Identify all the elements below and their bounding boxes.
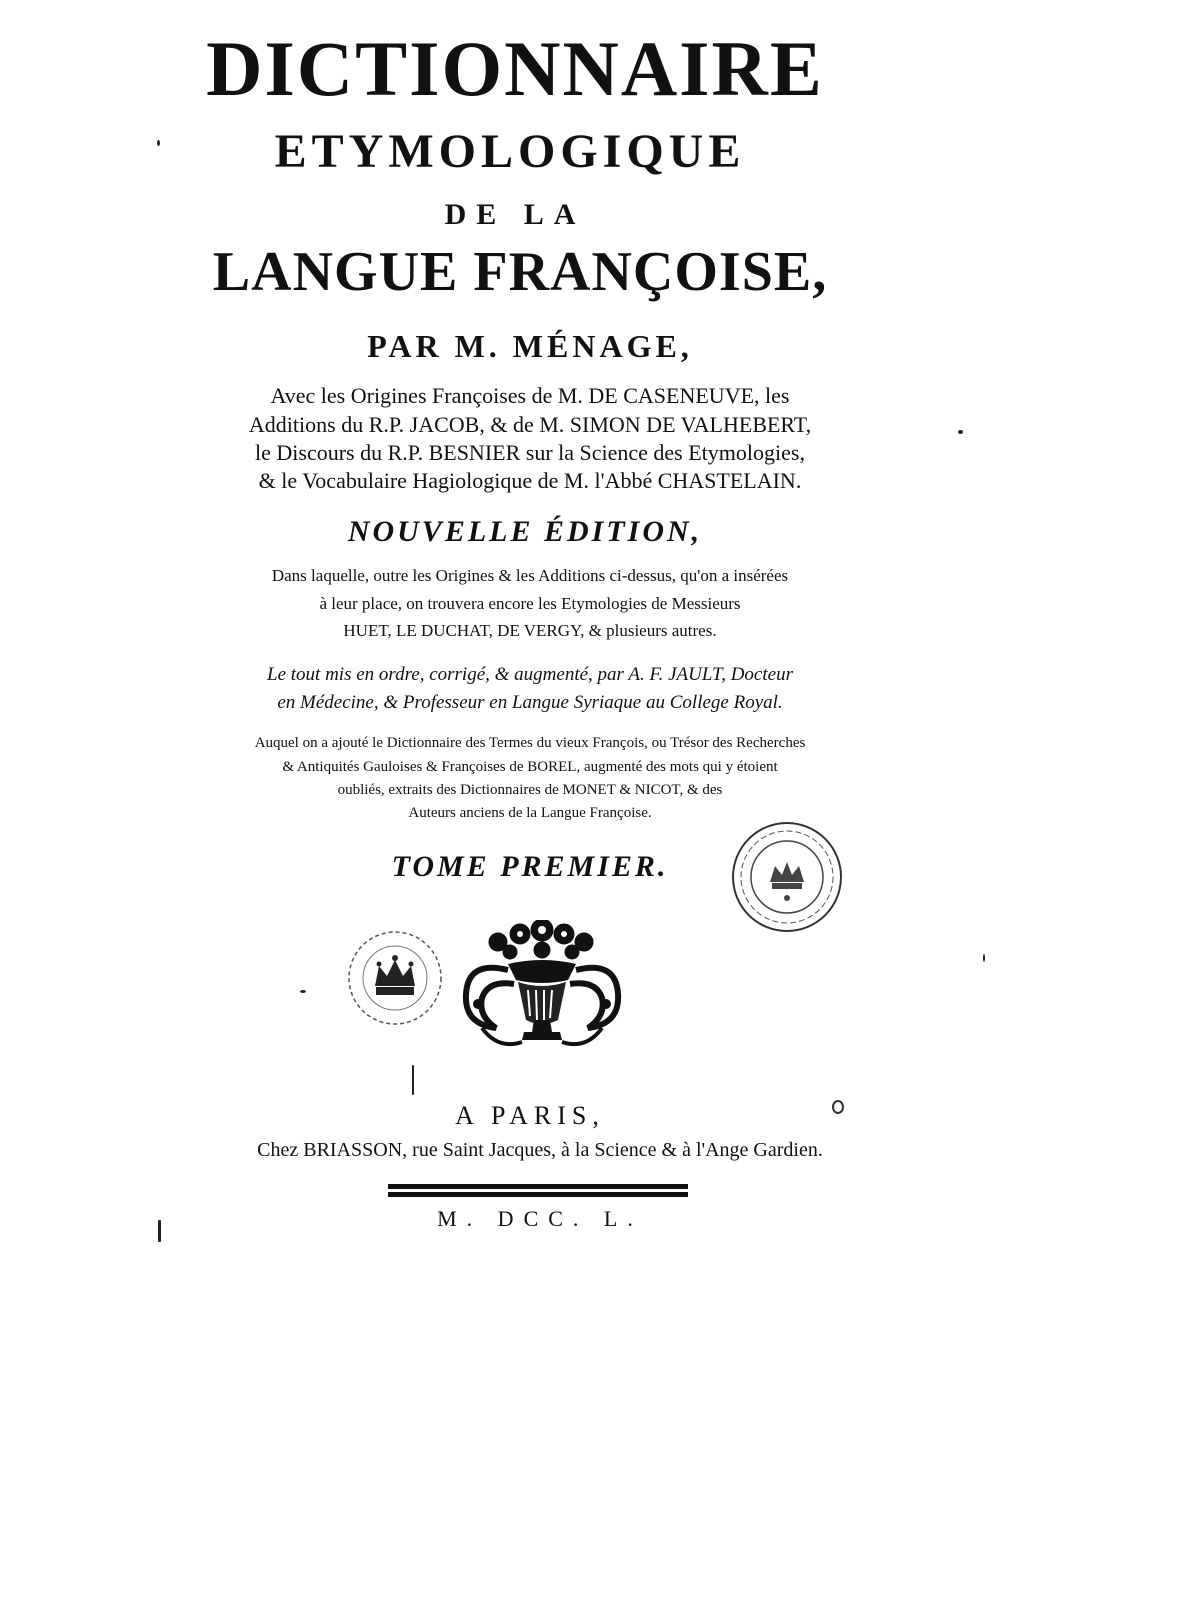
ornamental-vignette-icon [438, 920, 638, 1060]
editor-line: en Médecine, & Professeur en Langue Syriaque au College Royal. [277, 692, 783, 713]
supplement-line: Auteurs anciens de la Langue Françoise. [408, 805, 652, 821]
title-line-langue-francoise: LANGUE FRANÇOISE, [212, 241, 828, 303]
crown-stamp-icon [345, 928, 445, 1028]
scan-speck [983, 954, 985, 962]
scan-speck [958, 430, 963, 434]
title-line-de-la: DE LA [444, 198, 586, 231]
contents-line: & le Vocabulaire Hagiologique de M. l'Abbé CHASTELAIN. [258, 468, 802, 493]
supplement-line: & Antiquités Gauloises & Françoises de BOREL, augmenté des mots qui y étoient [282, 759, 778, 775]
supplement-line: oubliés, extraits des Dictionnaires de MONET & NICOT, & des [337, 782, 723, 798]
imprint-year: M. DCC. L. [437, 1206, 643, 1231]
supplement-line: Auquel on a ajouté le Dictionnaire des Termes du vieux François, ou Trésor des Recherches [254, 735, 806, 751]
scan-speck [412, 1065, 414, 1095]
edition-description-line: à leur place, on trouvera encore les Etymologies de Messieurs [319, 594, 741, 613]
contents-line: le Discours du R.P. BESNIER sur la Science des Etymologies, [255, 440, 805, 465]
library-seal-icon [730, 820, 845, 935]
double-rule-divider [388, 1183, 688, 1199]
volume-heading: TOME PREMIER. [391, 850, 669, 883]
title-line-dictionnaire: DICTIONNAIRE [206, 25, 824, 112]
scan-speck [832, 1100, 844, 1114]
editor-line: Le tout mis en ordre, corrigé, & augmenté, par A. F. JAULT, Docteur [267, 664, 793, 685]
scan-speck [300, 990, 306, 993]
imprint-city: A PARIS, [455, 1101, 605, 1130]
imprint-publisher: Chez BRIASSON, rue Saint Jacques, à la Science & à l'Ange Gardien. [257, 1139, 823, 1161]
author-line: PAR M. MÉNAGE, [367, 328, 693, 364]
contents-line: Additions du R.P. JACOB, & de M. SIMON DE VALHEBERT, [248, 412, 812, 437]
scan-speck [157, 140, 160, 146]
edition-heading: NOUVELLE ÉDITION, [347, 515, 703, 548]
edition-description-line: Dans laquelle, outre les Origines & les Additions ci-dessus, qu'on a insérées [271, 566, 789, 585]
title-line-etymologique: ETYMOLOGIQUE [274, 125, 746, 178]
contents-line: Avec les Origines Françoises de M. DE CASENEUVE, les [270, 383, 790, 408]
edition-description-line: HUET, LE DUCHAT, DE VERGY, & plusieurs autres. [343, 621, 717, 640]
scan-speck [158, 1220, 161, 1242]
